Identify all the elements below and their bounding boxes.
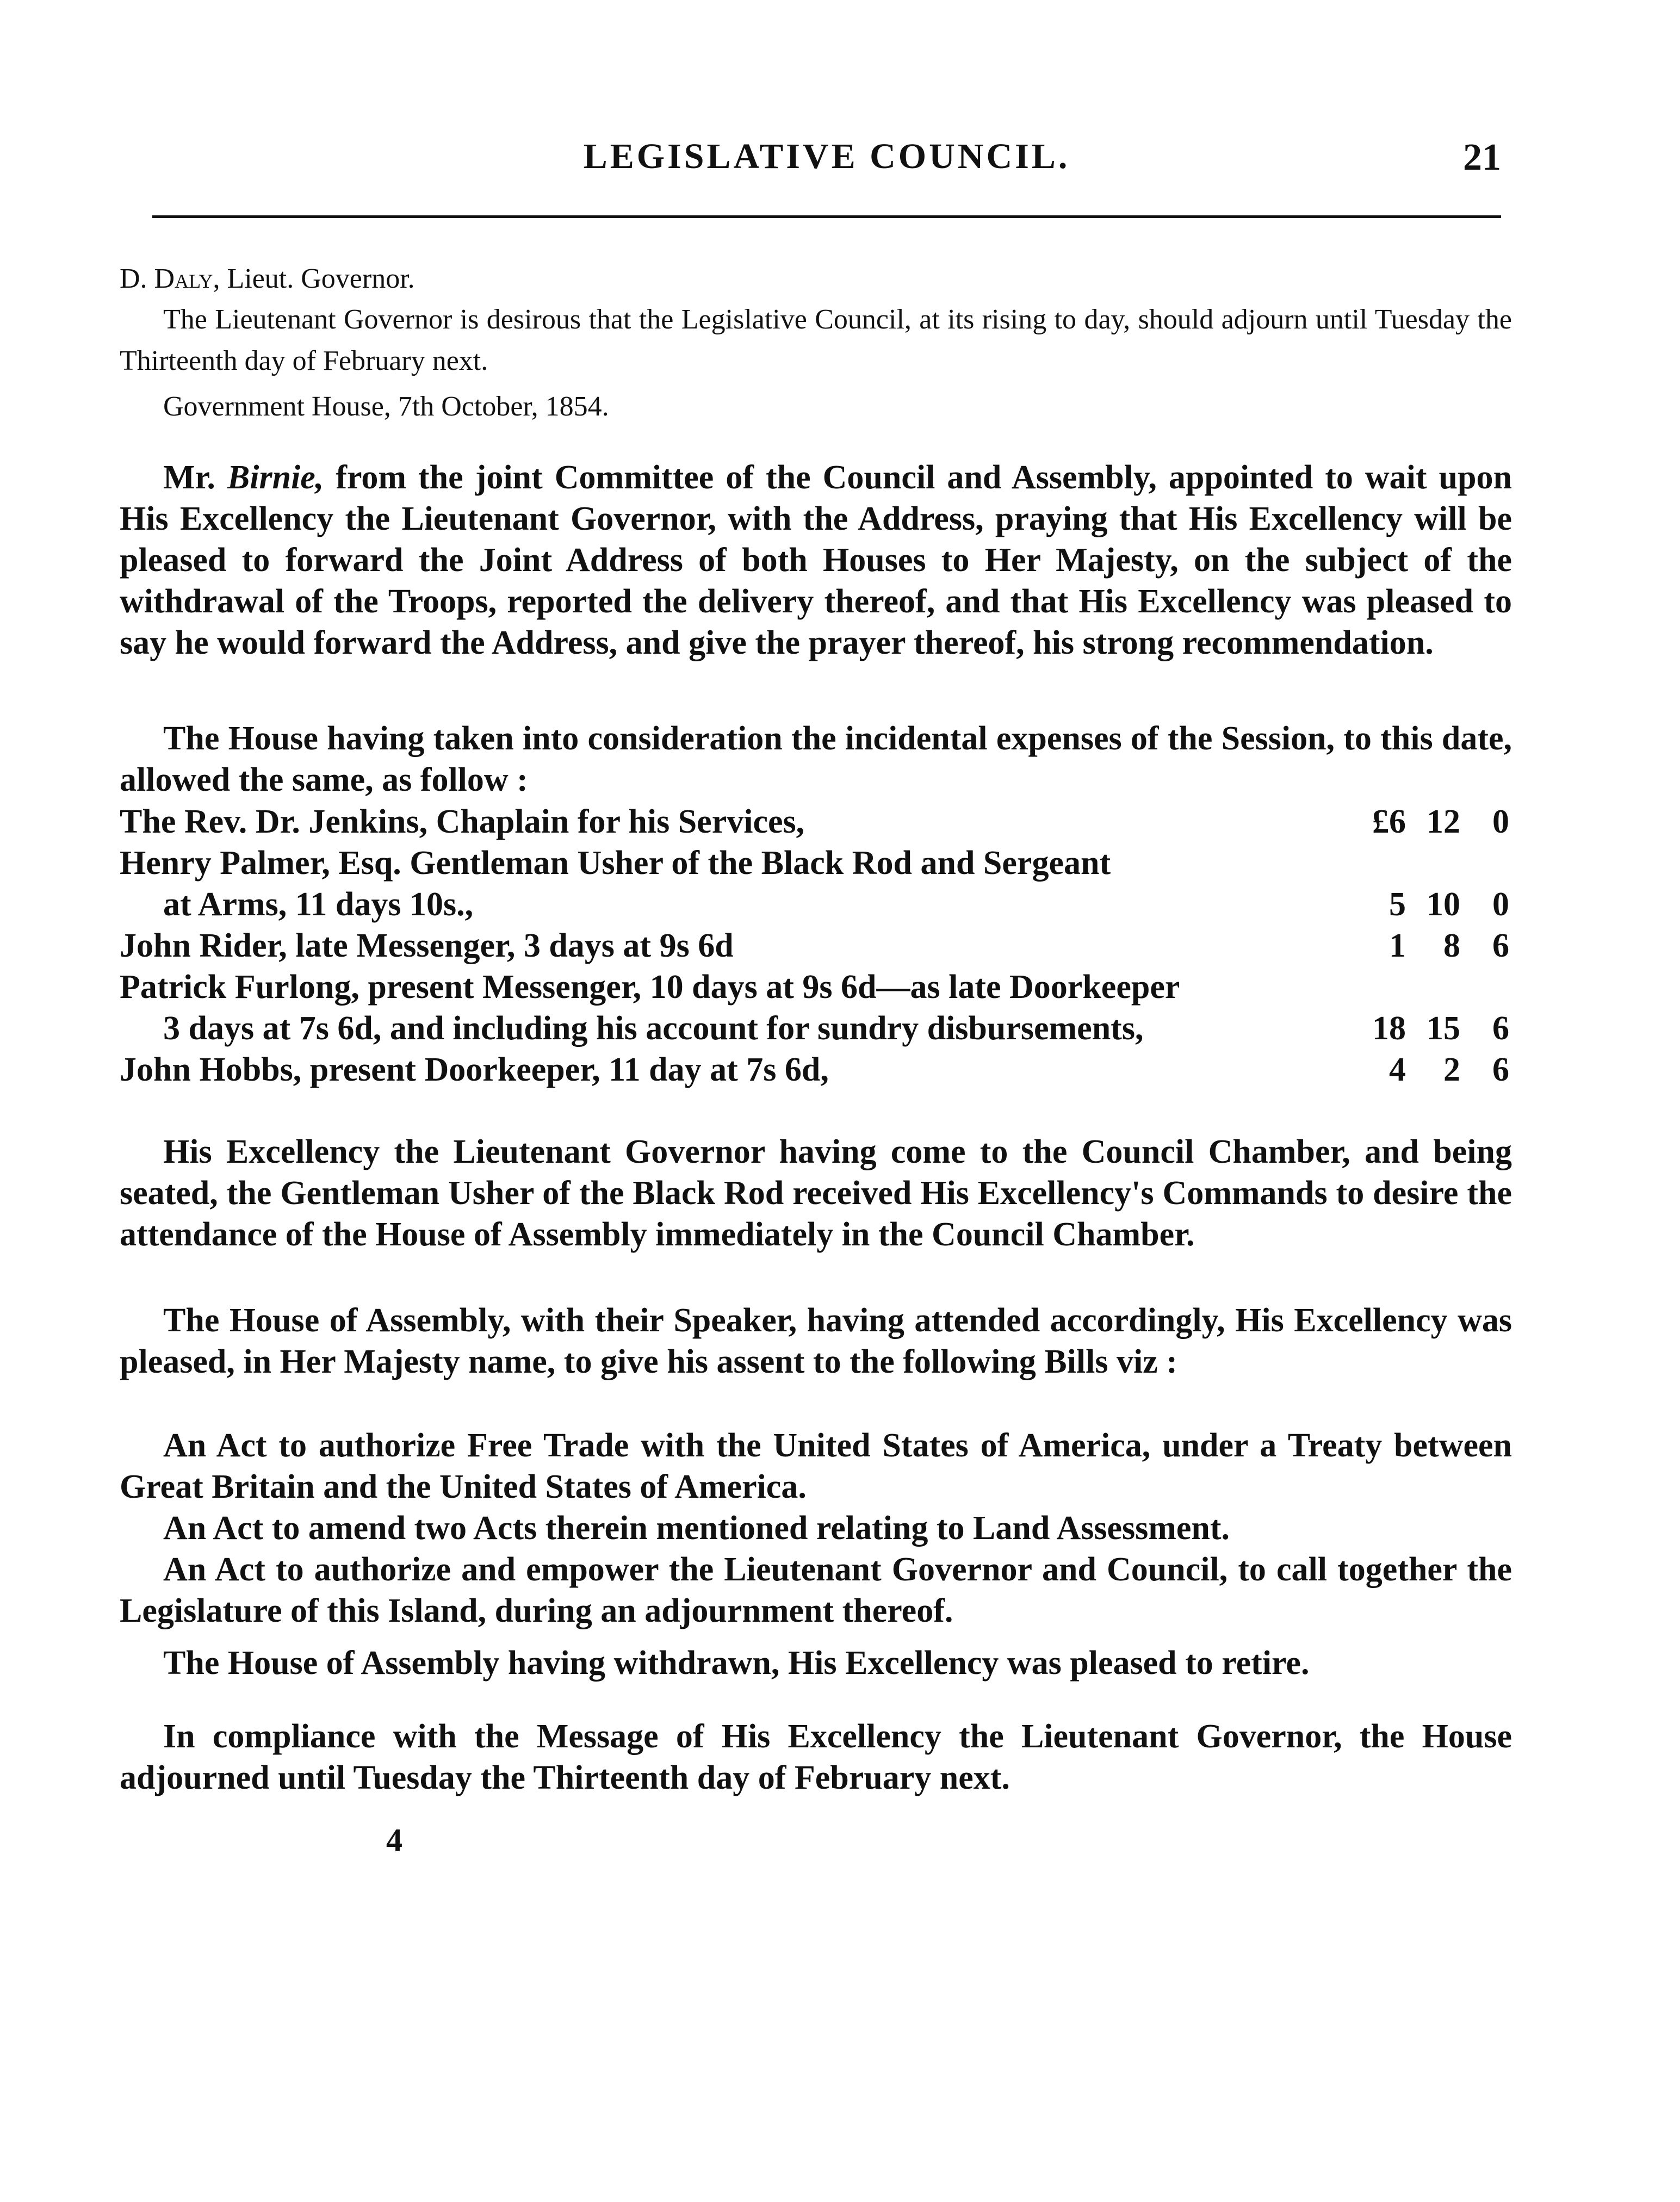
amount-pounds: 5 (1389, 886, 1406, 923)
birnie-prefix: Mr. (163, 459, 215, 496)
expense-description: Henry Palmer, Esq. Gentleman Usher of the Black Rod and Sergeant (120, 845, 1111, 882)
bills-list (120, 1425, 1512, 1632)
expense-row-continued (120, 885, 1512, 927)
expense-amount (1352, 885, 1515, 927)
expense-row (120, 968, 1512, 1009)
expense-amount (1352, 803, 1515, 844)
amount-shillings: 12 (1427, 803, 1460, 840)
amount-pence: 6 (1492, 1051, 1509, 1088)
house-withdrawn (120, 1642, 1512, 1684)
assent-text: The House of Assembly, with their Speaker, having attended accordingly, His Excellency was pleased, in Her Majesty name, to give his assent to the following Bills viz : (120, 1302, 1512, 1380)
expense-description: John Rider, late Messenger, 3 days at 9s 6d (120, 927, 734, 964)
amount-pence: 0 (1492, 803, 1509, 840)
expense-amount (1352, 927, 1515, 968)
governor-signature: D. Daly, (120, 263, 220, 294)
governor-title: Lieut. Governor. (227, 263, 415, 294)
amount-pence: 6 (1492, 1010, 1509, 1047)
expense-row (120, 927, 1512, 968)
expense-row-continued (120, 1009, 1512, 1051)
amount-shillings: 2 (1443, 1051, 1460, 1088)
adjournment-text: In compliance with the Message of His Excellency the Lieutenant Governor, the House adjourned until Tuesday the Thirteenth day of February next. (120, 1718, 1512, 1796)
amount-shillings: 15 (1427, 1010, 1460, 1047)
expenses-intro (120, 718, 1512, 801)
expense-amount (1352, 1051, 1515, 1092)
arrival-text: His Excellency the Lieutenant Governor having come to the Council Chamber, and being seated, the Gentleman Usher of the Black Rod received His Excellency's Commands to desire the attendance of the House of Assembly immediately in the Council Chamber. (120, 1133, 1512, 1253)
birnie-report (120, 457, 1512, 663)
amount-pence: 6 (1492, 927, 1509, 964)
bill-item: An Act to amend two Acts therein mentioned relating to Land Assessment. (163, 1510, 1230, 1547)
expense-row (120, 844, 1512, 885)
amount-shillings: 10 (1427, 886, 1460, 923)
amount-pounds: 18 (1372, 1010, 1406, 1047)
page-header (152, 136, 1501, 196)
amount-pounds: 1 (1389, 927, 1406, 964)
expense-description: Patrick Furlong, present Messenger, 10 days at 9s 6d—as late Doorkeeper (120, 969, 1180, 1006)
signature-mark: 4 (386, 1822, 402, 1858)
expense-description-continued: 3 days at 7s 6d, and including his account for sundry disbursements, (163, 1010, 1144, 1047)
expense-description: The Rev. Dr. Jenkins, Chaplain for his Services, (120, 803, 805, 840)
expenses-intro-text: The House having taken into consideration the incidental expenses of the Session, to this date, allowed the same, as follow : (120, 720, 1512, 798)
amount-shillings: 8 (1443, 927, 1460, 964)
expense-description: John Hobbs, present Doorkeeper, 11 day at 7s 6d, (120, 1051, 829, 1088)
royal-assent (120, 1300, 1512, 1382)
expenses-table (120, 803, 1512, 1092)
birnie-name: Birnie, (227, 459, 324, 496)
header-rule (152, 215, 1501, 218)
page-number: 21 (1463, 137, 1501, 178)
expense-row (120, 1051, 1512, 1092)
adjournment (120, 1716, 1512, 1798)
governor-message: The Lieutenant Governor is desirous that the Legislative Council, at its rising to day, should adjourn until Tuesday the Thirteenth day of February next. (120, 304, 1512, 376)
amount-pence: 0 (1492, 886, 1509, 923)
expense-row (120, 803, 1512, 844)
message-dateline: Government House, 7th October, 1854. (163, 391, 609, 422)
council-chamber-arrival (120, 1131, 1512, 1255)
expense-amount (1352, 1009, 1515, 1051)
birnie-text: from the joint Committee of the Council and Assembly, appointed to wait upon His Excellency the Lieutenant Governor, with the Address, praying that His Excellency will be pleased to forward the Joint Address of both Houses to Her Majesty, on the subject of the withdrawal of the Troops, reported the delivery thereof, and that His Excellency was pleased to say he would forward the Address, and give the prayer thereof, his strong recommendation. (120, 459, 1512, 661)
expense-description-continued: at Arms, 11 days 10s., (163, 886, 474, 923)
withdrawn-text: The House of Assembly having withdrawn, His Excellency was pleased to retire. (163, 1645, 1310, 1682)
bill-item: An Act to authorize and empower the Lieutenant Governor and Council, to call together the Legislature of this Island, during an adjournment thereof. (120, 1551, 1512, 1629)
amount-pounds: £6 (1372, 803, 1406, 840)
amount-pounds: 4 (1389, 1051, 1406, 1088)
running-title: LEGISLATIVE COUNCIL. (583, 137, 1070, 176)
bill-item: An Act to authorize Free Trade with the United States of America, under a Treaty between Great Britain and the United States of America. (120, 1427, 1512, 1505)
signature-line (120, 258, 415, 300)
